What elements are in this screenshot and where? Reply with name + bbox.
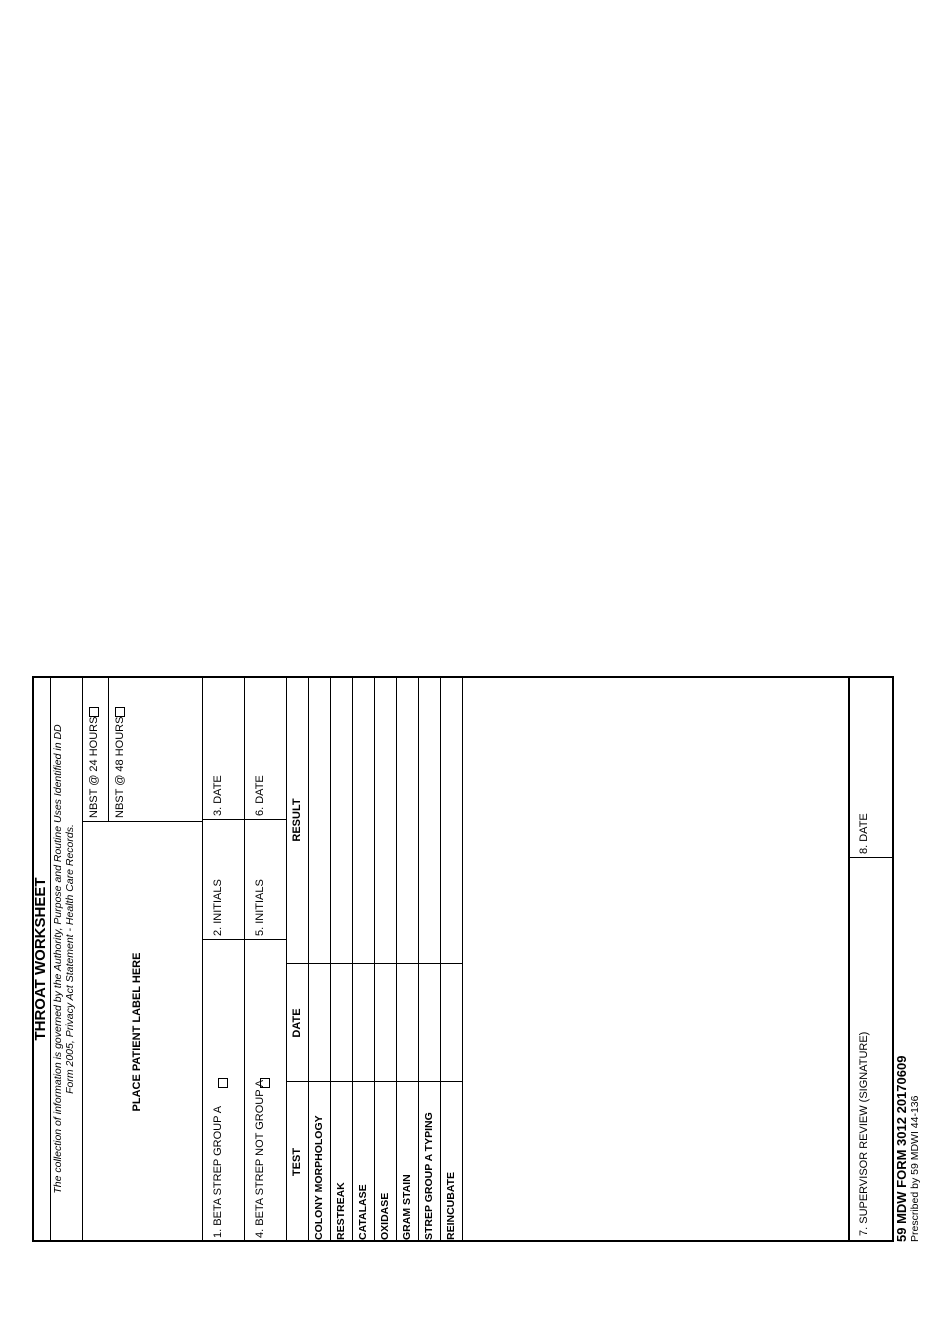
- nbst-48-hours[interactable]: NBST @ 48 HOURS: [114, 707, 126, 818]
- table-row-divider: [352, 676, 353, 1242]
- privacy-statement: The collection of information is governed by the Authority, Purpose and Routine Uses Identified in DD Form 2005, Privacy Act Statement - Health Care Records.: [52, 724, 76, 1194]
- form-id: 59 MDW FORM 3012 20170609: [894, 1055, 909, 1242]
- date-6[interactable]: 6. DATE: [254, 775, 266, 816]
- table-row-result-cell[interactable]: [396, 676, 418, 964]
- table-row-result-cell[interactable]: [352, 676, 374, 964]
- table-header-result: RESULT: [291, 798, 303, 842]
- table-row-test-label: GRAM STAIN: [401, 1174, 413, 1240]
- date-8[interactable]: 8. DATE: [858, 813, 870, 854]
- table-row-test-label: CATALASE: [357, 1184, 369, 1240]
- table-header-test: TEST: [291, 1147, 303, 1177]
- table-row-result-cell[interactable]: [330, 676, 352, 964]
- table-row-divider: [330, 676, 331, 1242]
- supervisor-review-signature[interactable]: 7. SUPERVISOR REVIEW (SIGNATURE): [858, 1031, 870, 1236]
- prescribed-by: Prescribed by 59 MDWI 44-136: [909, 1095, 921, 1242]
- table-row-date-cell[interactable]: [308, 964, 330, 1082]
- throat-worksheet-form: [32, 676, 894, 1242]
- table-row-divider: [418, 676, 419, 1242]
- table-row-test-label: RESTREAK: [335, 1182, 347, 1240]
- table-row-divider: [374, 676, 375, 1242]
- table-row-divider: [396, 676, 397, 1242]
- form-footer: [895, 1056, 921, 1242]
- date-3[interactable]: 3. DATE: [212, 775, 224, 816]
- table-row-result-cell[interactable]: [440, 676, 462, 964]
- beta-strep-group-a: 1. BETA STREP GROUP A: [212, 1105, 224, 1238]
- table-row-result-cell[interactable]: [308, 676, 330, 964]
- table-row-date-cell[interactable]: [418, 964, 440, 1082]
- patient-label-area[interactable]: PLACE PATIENT LABEL HERE: [131, 952, 143, 1112]
- table-row-divider: [440, 676, 441, 1242]
- table-header-date: DATE: [291, 1008, 303, 1038]
- table-row-result-cell[interactable]: [374, 676, 396, 964]
- table-row-test-label: REINCUBATE: [445, 1171, 457, 1240]
- form-title: THROAT WORKSHEET: [32, 877, 49, 1041]
- nbst-48-checkbox[interactable]: [115, 707, 125, 717]
- table-row-date-cell[interactable]: [440, 964, 462, 1082]
- table-row-test-label: STREP GROUP A TYPING: [423, 1112, 435, 1240]
- table-row-test-label: COLONY MORPHOLOGY: [313, 1115, 325, 1240]
- table-row-test-label: OXIDASE: [379, 1192, 391, 1240]
- initials-5[interactable]: 5. INITIALS: [254, 879, 266, 936]
- nbst-24-checkbox[interactable]: [89, 707, 99, 717]
- table-row-date-cell[interactable]: [330, 964, 352, 1082]
- beta-strep-not-group-a: 4. BETA STREP NOT GROUP A: [254, 1079, 266, 1238]
- beta-strep-group-a-checkbox[interactable]: [218, 1078, 228, 1088]
- initials-2[interactable]: 2. INITIALS: [212, 879, 224, 936]
- table-row-result-cell[interactable]: [418, 676, 440, 964]
- table-row-date-cell[interactable]: [396, 964, 418, 1082]
- table-row-date-cell[interactable]: [374, 964, 396, 1082]
- beta-strep-not-group-a-checkbox[interactable]: [260, 1078, 270, 1088]
- nbst-24-hours[interactable]: NBST @ 24 HOURS: [88, 707, 100, 818]
- table-row-date-cell[interactable]: [352, 964, 374, 1082]
